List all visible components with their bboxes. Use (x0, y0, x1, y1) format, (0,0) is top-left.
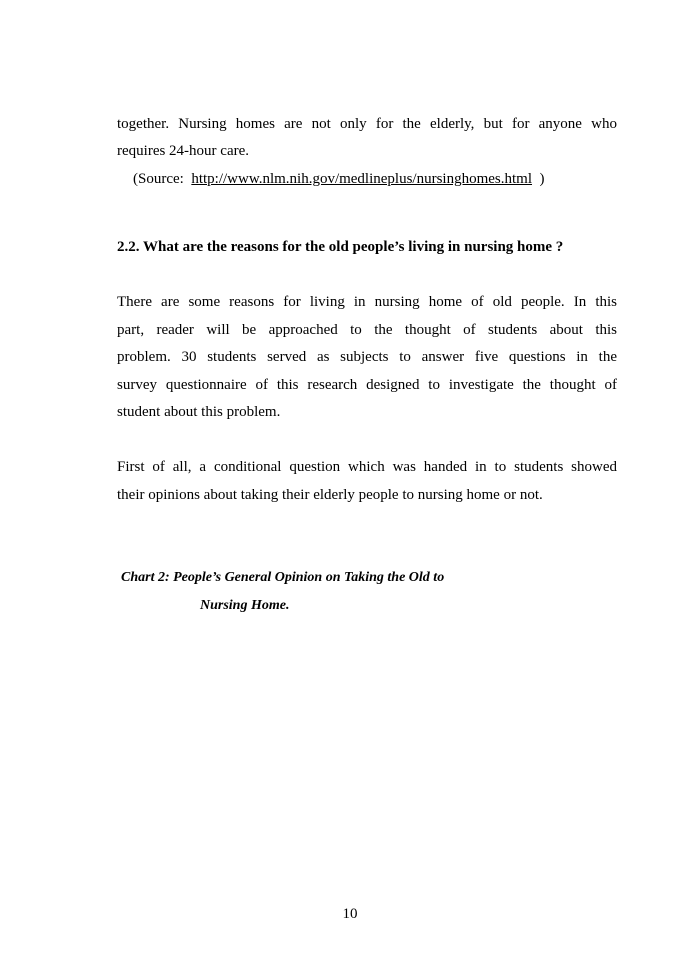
chart-caption-line-1: Chart 2: People’s General Opinion on Taking the Old to (121, 570, 445, 585)
paragraph2-line-1: First of all, a conditional question which was handed in to students showed (117, 459, 617, 475)
page-number: 10 (342, 906, 358, 922)
paragraph1-line-5: student about this problem. (117, 404, 281, 420)
source-suffix: ) (539, 171, 545, 187)
source-link[interactable]: http://www.nlm.nih.gov/medlineplus/nursinghomes.html (191, 171, 533, 187)
source-citation (133, 169, 545, 189)
paragraph1-line-3: problem. 30 students served as subjects to answer five questions in the (117, 349, 617, 365)
chart-caption-line-2: Nursing Home. (200, 598, 290, 613)
intro-line-1: together. Nursing homes are not only for the elderly, but for anyone who (117, 116, 617, 132)
section-heading: 2.2. What are the reasons for the old people’s living in nursing home ? (117, 239, 564, 255)
paragraph1-line-4: survey questionnaire of this research designed to investigate the thought of (117, 377, 617, 393)
intro-line-2: requires 24-hour care. (117, 143, 250, 159)
paragraph2-line-2: their opinions about taking their elderly people to nursing home or not. (117, 487, 543, 503)
paragraph1-line-1: There are some reasons for living in nursing home of old people. In this (117, 294, 617, 310)
source-prefix: (Source: (133, 171, 184, 187)
paragraph1-line-2: part, reader will be approached to the thought of students about this (117, 322, 617, 338)
